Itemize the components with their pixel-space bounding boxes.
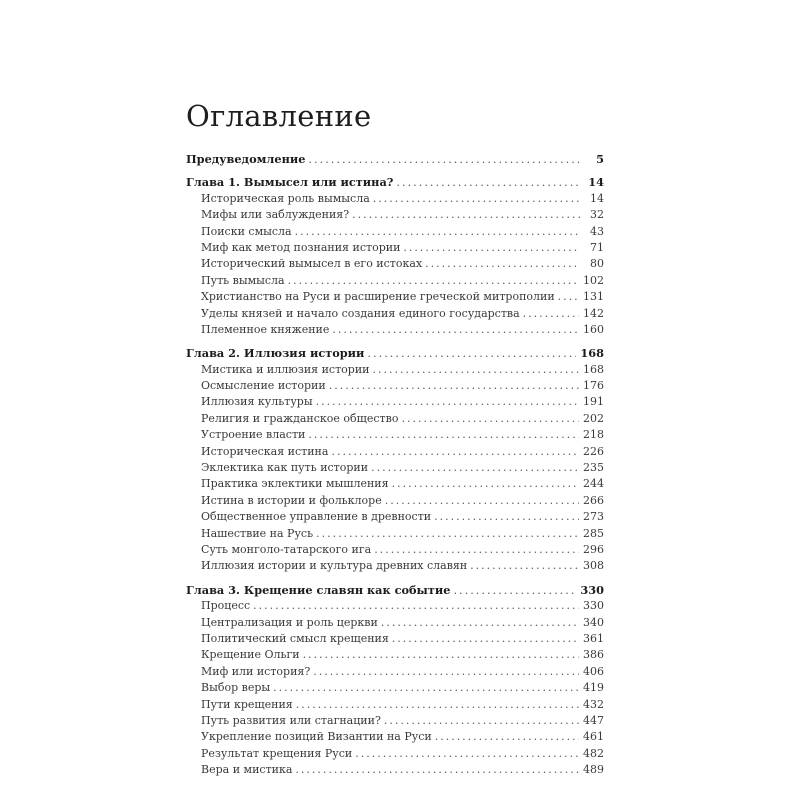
- toc-page-number: 32: [590, 208, 604, 222]
- toc-entry-label: Уделы князей и начало создания единого государства: [201, 306, 520, 320]
- toc-entry-label: Поиски смысла: [201, 224, 292, 238]
- toc-entry-section[interactable]: [186, 224, 604, 240]
- toc-entry-chapter[interactable]: [186, 345, 604, 361]
- dot-leader: [308, 152, 580, 168]
- toc-entry-section[interactable]: [186, 460, 604, 476]
- dot-leader: [332, 322, 579, 338]
- toc-page-number: 419: [583, 681, 604, 695]
- toc-entry-label: Исторический вымысел в его истоках: [201, 257, 423, 271]
- toc-entry-section[interactable]: [186, 191, 604, 207]
- chapter-list: [186, 174, 604, 778]
- toc-entry-section[interactable]: [186, 615, 604, 631]
- toc-entry-section[interactable]: [186, 256, 604, 272]
- toc-entry-section[interactable]: [186, 664, 604, 680]
- dot-leader: [384, 713, 579, 729]
- dot-leader: [295, 762, 579, 778]
- toc-entry-section[interactable]: [186, 647, 604, 663]
- toc-entry-label: Иллюзия истории и культура древних славян: [201, 559, 468, 573]
- toc-entry-section[interactable]: [186, 273, 604, 289]
- toc-page-number: 176: [583, 379, 604, 393]
- toc-page-number: 168: [583, 362, 604, 376]
- toc-entry-label: Истина в истории и фольклоре: [201, 493, 382, 507]
- toc-page-number: 489: [583, 763, 604, 777]
- toc-entry-section[interactable]: [186, 207, 604, 223]
- dot-leader: [558, 289, 579, 305]
- toc-entry-section[interactable]: [186, 476, 604, 492]
- dot-leader: [367, 346, 576, 362]
- toc-page-number: 244: [583, 477, 604, 491]
- toc-entry-label: Историческая истина: [201, 444, 329, 458]
- toc-page-number: 447: [583, 713, 604, 727]
- dot-leader: [374, 542, 579, 558]
- toc-entry-label: Общественное управление в древности: [201, 510, 432, 524]
- toc-page-number: 235: [583, 461, 604, 475]
- toc-entry-label: Глава 1. Вымысел или истина?: [186, 175, 394, 190]
- toc-entry-section[interactable]: [186, 762, 604, 778]
- dot-leader: [470, 558, 579, 574]
- toc-page-number: 43: [590, 224, 604, 238]
- table-of-contents: [186, 151, 604, 778]
- spacer: [186, 338, 604, 345]
- toc-entry-label: Укрепление позиций Византии на Руси: [201, 730, 432, 744]
- toc-entry-preface[interactable]: [186, 151, 604, 167]
- toc-page-number: 218: [583, 428, 604, 442]
- toc-page-number: 142: [583, 306, 604, 320]
- toc-page-number: 14: [590, 191, 604, 205]
- spacer: [186, 575, 604, 582]
- toc-entry-chapter[interactable]: [186, 582, 604, 598]
- toc-page-number: 14: [588, 175, 604, 190]
- dot-leader: [331, 444, 579, 460]
- toc-entry-label: Глава 3. Крещение славян как событие: [186, 582, 451, 597]
- toc-page-number: 266: [583, 493, 604, 507]
- toc-entry-label: Выбор веры: [201, 681, 271, 695]
- toc-entry-label: Крещение Ольги: [201, 648, 300, 662]
- toc-entry-label: Мифы или заблуждения?: [201, 208, 350, 222]
- toc-entry-section[interactable]: [186, 306, 604, 322]
- dot-leader: [316, 394, 579, 410]
- toc-page-number: 340: [583, 615, 604, 629]
- toc-entry-section[interactable]: [186, 509, 604, 525]
- toc-page-number: 202: [583, 411, 604, 425]
- toc-page-number: 191: [583, 395, 604, 409]
- toc-entry-section[interactable]: [186, 598, 604, 614]
- toc-page-number: 168: [580, 346, 604, 361]
- toc-page-number: 273: [583, 510, 604, 524]
- toc-entry-label: Глава 2. Иллюзия истории: [186, 346, 365, 361]
- toc-entry-section[interactable]: [186, 378, 604, 394]
- dot-leader: [396, 175, 580, 191]
- toc-entry-label: Нашествие на Русь: [201, 526, 314, 540]
- dot-leader: [435, 729, 579, 745]
- toc-entry-section[interactable]: [186, 680, 604, 696]
- toc-page-number: 80: [590, 257, 604, 271]
- toc-page-number: 296: [583, 542, 604, 556]
- toc-entry-section[interactable]: [186, 493, 604, 509]
- dot-leader: [523, 306, 579, 322]
- dot-leader: [373, 362, 580, 378]
- toc-entry-section[interactable]: [186, 240, 604, 256]
- toc-entry-section[interactable]: [186, 729, 604, 745]
- spacer: [186, 167, 604, 174]
- dot-leader: [355, 746, 579, 762]
- toc-page-number: 131: [583, 290, 604, 304]
- dot-leader: [329, 378, 579, 394]
- toc-entry-section[interactable]: [186, 427, 604, 443]
- dot-leader: [303, 647, 579, 663]
- dot-leader: [295, 224, 580, 240]
- toc-entry-label: Централизация и роль церкви: [201, 615, 378, 629]
- toc-entry-label: Суть монголо-татарского ига: [201, 542, 372, 556]
- dot-leader: [316, 526, 579, 542]
- dot-leader: [371, 460, 579, 476]
- toc-page-number: 361: [583, 631, 604, 645]
- toc-entry-section[interactable]: [186, 526, 604, 542]
- dot-leader: [425, 256, 580, 272]
- toc-entry-label: Миф как метод познания истории: [201, 240, 401, 254]
- toc-entry-label: Мистика и иллюзия истории: [201, 362, 370, 376]
- toc-entry-section[interactable]: [186, 697, 604, 713]
- toc-page-number: 330: [583, 599, 604, 613]
- dot-leader: [253, 598, 579, 614]
- toc-page-number: 308: [583, 559, 604, 573]
- toc-entry-label: Устроение власти: [201, 428, 306, 442]
- toc-entry-label: Практика эклектики мышления: [201, 477, 389, 491]
- toc-entry-label: Процесс: [201, 599, 251, 613]
- toc-entry-section[interactable]: [186, 289, 604, 305]
- dot-leader: [453, 583, 576, 599]
- toc-entry-label: Историческая роль вымысла: [201, 191, 370, 205]
- toc-entry-label: Политический смысл крещения: [201, 631, 389, 645]
- toc-entry-section[interactable]: [186, 444, 604, 460]
- toc-page-number: 330: [580, 582, 604, 597]
- toc-entry-section[interactable]: [186, 411, 604, 427]
- toc-page-number: 386: [583, 648, 604, 662]
- toc-entry-label: Религия и гражданское общество: [201, 411, 399, 425]
- toc-page-number: 71: [590, 240, 604, 254]
- dot-leader: [403, 240, 580, 256]
- toc-page-number: 5: [596, 152, 604, 166]
- toc-entry-label: Иллюзия культуры: [201, 395, 313, 409]
- toc-entry-label: Осмысление истории: [201, 379, 326, 393]
- dot-leader: [401, 411, 579, 427]
- page-title: Оглавление: [186, 99, 372, 134]
- dot-leader: [392, 476, 579, 492]
- toc-entry-label: Путь развития или стагнации?: [201, 713, 381, 727]
- toc-entry-label: Миф или история?: [201, 664, 311, 678]
- dot-leader: [434, 509, 579, 525]
- dot-leader: [313, 664, 579, 680]
- toc-entry-section[interactable]: [186, 713, 604, 729]
- toc-entry-label: Христианство на Руси и расширение греческой митрополии: [201, 290, 555, 304]
- toc-page-number: 432: [583, 697, 604, 711]
- toc-page-number: 406: [583, 664, 604, 678]
- dot-leader: [392, 631, 579, 647]
- toc-page-number: 160: [583, 322, 604, 336]
- dot-leader: [273, 680, 579, 696]
- toc-entry-section[interactable]: [186, 322, 604, 338]
- toc-entry-label: Вера и мистика: [201, 763, 293, 777]
- toc-entry-section[interactable]: [186, 394, 604, 410]
- toc-entry-label: Пути крещения: [201, 697, 293, 711]
- toc-entry-section[interactable]: [186, 542, 604, 558]
- toc-page-number: 102: [583, 273, 604, 287]
- toc-entry-section[interactable]: [186, 746, 604, 762]
- toc-entry-section[interactable]: [186, 362, 604, 378]
- toc-entry-label: Предуведомление: [186, 152, 306, 166]
- dot-leader: [308, 427, 579, 443]
- toc-entry-label: Эклектика как путь истории: [201, 461, 369, 475]
- toc-entry-chapter[interactable]: [186, 174, 604, 190]
- toc-page-number: 482: [583, 746, 604, 760]
- dot-leader: [288, 273, 579, 289]
- toc-entry-label: Путь вымысла: [201, 273, 285, 287]
- toc-entry-label: Племенное княжение: [201, 322, 330, 336]
- dot-leader: [296, 697, 579, 713]
- toc-page-number: 285: [583, 526, 604, 540]
- toc-page-number: 226: [583, 444, 604, 458]
- toc-page-number: 461: [583, 730, 604, 744]
- dot-leader: [385, 493, 579, 509]
- dot-leader: [381, 615, 579, 631]
- dot-leader: [352, 207, 580, 223]
- dot-leader: [373, 191, 580, 207]
- toc-entry-section[interactable]: [186, 558, 604, 574]
- toc-entry-label: Результат крещения Руси: [201, 746, 353, 760]
- toc-entry-section[interactable]: [186, 631, 604, 647]
